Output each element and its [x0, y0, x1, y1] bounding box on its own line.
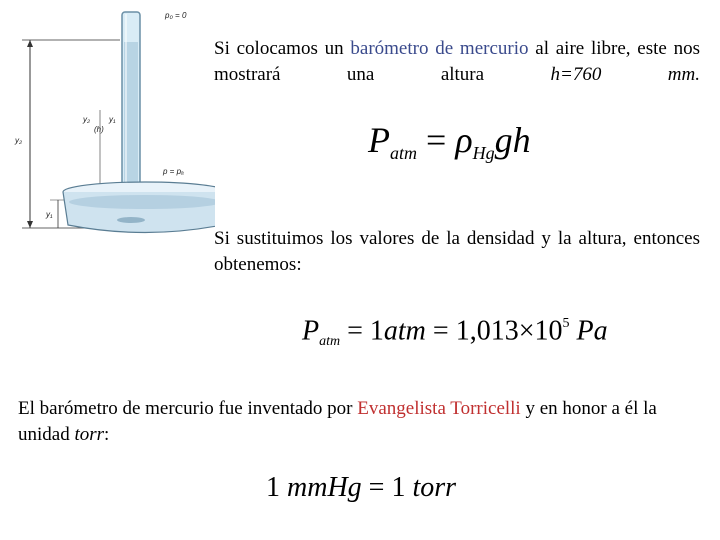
atmospheric-pressure-label: p = pₐ	[163, 167, 184, 176]
intro-paragraph: Si colocamos un barómetro de mercurio al aire libre, este nos mostrará una altura h=760 mm.	[214, 38, 701, 85]
torr-equivalence-formula: 1 mmHg = 1 torr	[266, 472, 457, 503]
vacuum-pressure-label: p₀ = 0	[165, 11, 187, 20]
y1-label: y₁	[46, 210, 53, 219]
mercury-barometer-link[interactable]: barómetro de mercurio	[350, 38, 529, 59]
history-paragraph: El barómetro de mercurio fue inventado por Evangelista Torricelli y en honor a él la unidad torr:	[18, 398, 657, 445]
arrow-up-icon	[27, 40, 33, 47]
y1-inner-label: y₁	[109, 115, 116, 124]
substitution-paragraph: Si sustituimos los valores de la densidad y la altura, entonces obtenemos:	[214, 228, 700, 275]
atm-conversion-formula: $P_{atm} = 1atm = 1,013\times 10^5$ Pa	[302, 315, 608, 350]
barometer-diagram	[10, 0, 215, 245]
h-label: (h)	[94, 125, 104, 134]
arrow-down-icon	[27, 221, 33, 228]
y2-inner-label: y₂	[83, 115, 91, 124]
height-value: h=760 mm.	[550, 64, 701, 85]
pressure-formula: $P_{atm} = \rho_{Hg}gh$	[368, 120, 531, 164]
torricelli-link[interactable]: Evangelista Torricelli	[357, 398, 521, 419]
y2-label: y₂	[15, 136, 23, 145]
